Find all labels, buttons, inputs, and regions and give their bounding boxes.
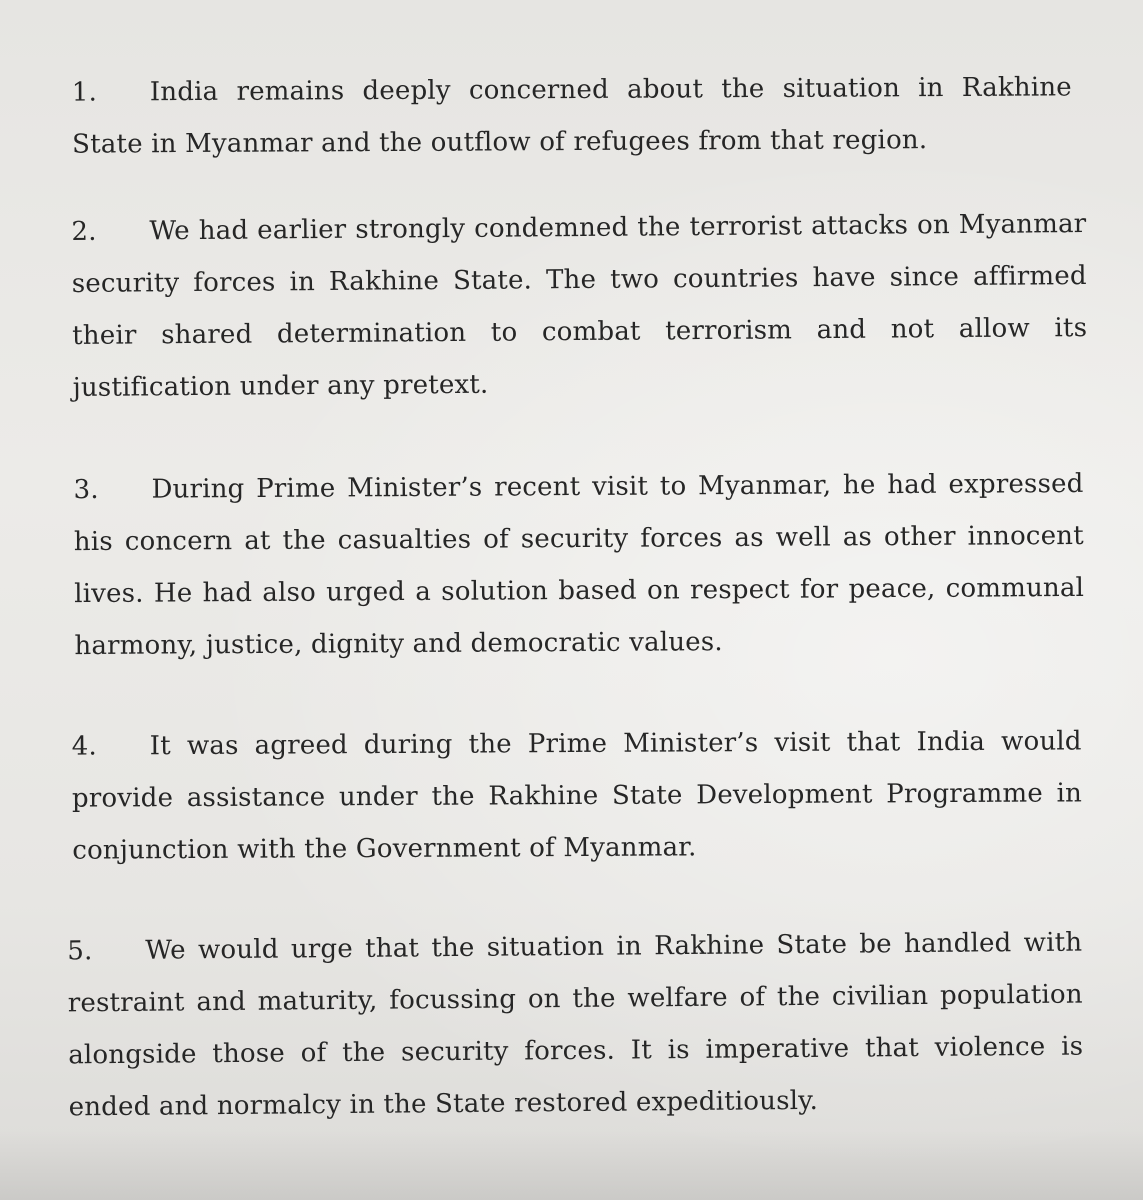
paragraph-text: We would urge that the situation in Rakhine State be handled with restraint and maturity, focussing on the welfare of the civilian population alongside those of the security forces. It is imperative that violence is ended and normalcy in the State restored expeditiously. bbox=[67, 927, 1084, 1123]
paragraph-1 bbox=[72, 61, 1073, 170]
paragraph-number: 3. bbox=[73, 474, 99, 506]
page-shadow bbox=[0, 1130, 1143, 1200]
paragraph-text: It was agreed during the Prime Minister’s visit that India would provide assistance under the Rakhine State Development Programme in conjunction with the Government of Myanmar. bbox=[71, 726, 1083, 866]
paragraph-5 bbox=[67, 917, 1084, 1134]
paragraph-2 bbox=[71, 198, 1088, 414]
paragraph-3 bbox=[73, 458, 1084, 672]
paragraph-4 bbox=[72, 715, 1083, 876]
paragraph-number: 4. bbox=[71, 731, 98, 762]
paragraph-number: 5. bbox=[67, 936, 93, 967]
paragraph-text: During Prime Minister’s recent visit to Myanmar, he had expressed his concern at the casualties of security forces as well as other innocent lives. He had also urged a solution based on respect for peace, communal harmony, justice, dignity and democratic values. bbox=[73, 468, 1085, 662]
paragraph-number: 2. bbox=[71, 216, 97, 247]
paragraph-text: We had earlier strongly condemned the terrorist attacks on Myanmar security forces in Rakhine State. The two countries have since affirmed their shared determination to combat terrorism and not allow its justification under any pretext. bbox=[71, 209, 1088, 403]
paragraph-number: 1. bbox=[71, 77, 98, 108]
paragraph-text: India remains deeply concerned about the situation in Rakhine State in Myanmar and the outflow of refugees from that region. bbox=[72, 72, 1072, 160]
